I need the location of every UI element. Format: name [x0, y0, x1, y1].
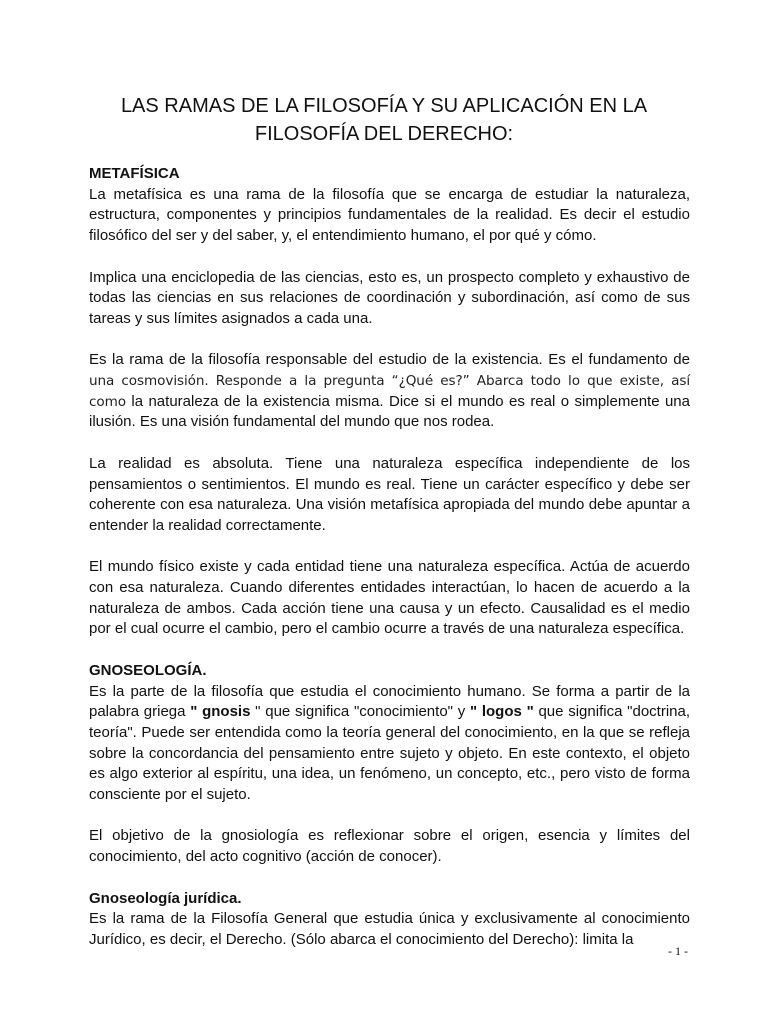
title-line-1: LAS RAMAS DE LA FILOSOFÍA Y SU APLICACIÓN EN LA	[120, 95, 648, 117]
paragraph-text: Es la rama de la filosofía responsable del estudio de la existencia. Es el fundamento de	[89, 351, 690, 369]
section-heading-gnoseologia: GNOSEOLOGÍA.	[89, 661, 207, 679]
paragraph-text-alt-font: una cosmovisión. Responde a la pregunta “¿Qué es?” Abarca todo lo que existe, así como	[89, 373, 690, 410]
paragraph-text: " que significa "conocimiento" y	[250, 703, 470, 721]
section-heading-gnoseologia-juridica: Gnoseología jurídica.	[89, 889, 242, 907]
paragraph-text: la naturaleza de la existencia misma. Dice si el mundo es real o simplemente una ilusión. Es una visión fundamental del mundo que nos rodea.	[89, 392, 690, 431]
paragraph	[89, 350, 690, 433]
term-gnosis: " gnosis	[190, 703, 251, 721]
paragraph: Es la rama de la Filosofía General que estudia única y exclusivamente al conocimiento Jurídico, es decir, el Derecho. (Sólo abarca el conocimiento del Derecho): limita la	[89, 910, 690, 948]
paragraph-text: Es la parte de la filosofía que estudia el conocimiento humano. Se forma a partir de la palabra griega	[89, 682, 690, 721]
paragraph	[89, 682, 690, 806]
paragraph: La metafísica es una rama de la filosofía que se encarga de estudiar la naturaleza, estructura, componentes y principios fundamentales de la realidad. Es decir el estudio filosófico del ser y del saber, y, el entendimiento humano, el por qué y cómo.	[89, 185, 690, 245]
title-line-2: FILOSOFÍA DEL DERECHO:	[254, 123, 514, 145]
document-body	[89, 164, 690, 951]
document-title	[80, 92, 688, 148]
paragraph-text: que significa "doctrina, teoría". Puede ser entendida como la teoría general del conocimiento, en la que se refleja sobre la concordancia del pensamiento entre sujeto y objeto. En este contexto, el objeto es algo exterior al espíritu, una idea, un fenómeno, un concepto, etc., pero visto de forma consciente por el sujeto.	[89, 703, 691, 804]
page-number: - 1 -	[668, 944, 688, 958]
paragraph: El mundo físico existe y cada entidad tiene una naturaleza específica. Actúa de acuerdo con esa naturaleza. Cuando diferentes entidades interactúan, lo hacen de acuerdo a la naturaleza de ambos. Cada acción tiene una causa y un efecto. Causalidad es el medio por el cual ocurre el cambio, pero el cambio ocurre a través de una naturaleza específica.	[89, 558, 690, 638]
section-heading-metafisica: METAFÍSICA	[89, 165, 180, 182]
term-logos: " logos "	[469, 703, 534, 721]
paragraph: Implica una enciclopedia de las ciencias, esto es, un prospecto completo y exhaustivo de todas las ciencias en sus relaciones de coordinación y subordinación, así como de sus tareas y sus límites asignados a cada una.	[89, 268, 690, 327]
paragraph: La realidad es absoluta. Tiene una naturaleza específica independiente de los pensamientos o sentimientos. El mundo es real. Tiene un carácter específico y debe ser coherente con esa naturaleza. Una visión metafísica apropiada del mundo debe apuntar a entender la realidad correctamente.	[89, 454, 690, 534]
paragraph: El objetivo de la gnosiología es reflexionar sobre el origen, esencia y límites del conocimiento, del acto cognitivo (acción de conocer).	[89, 827, 690, 866]
